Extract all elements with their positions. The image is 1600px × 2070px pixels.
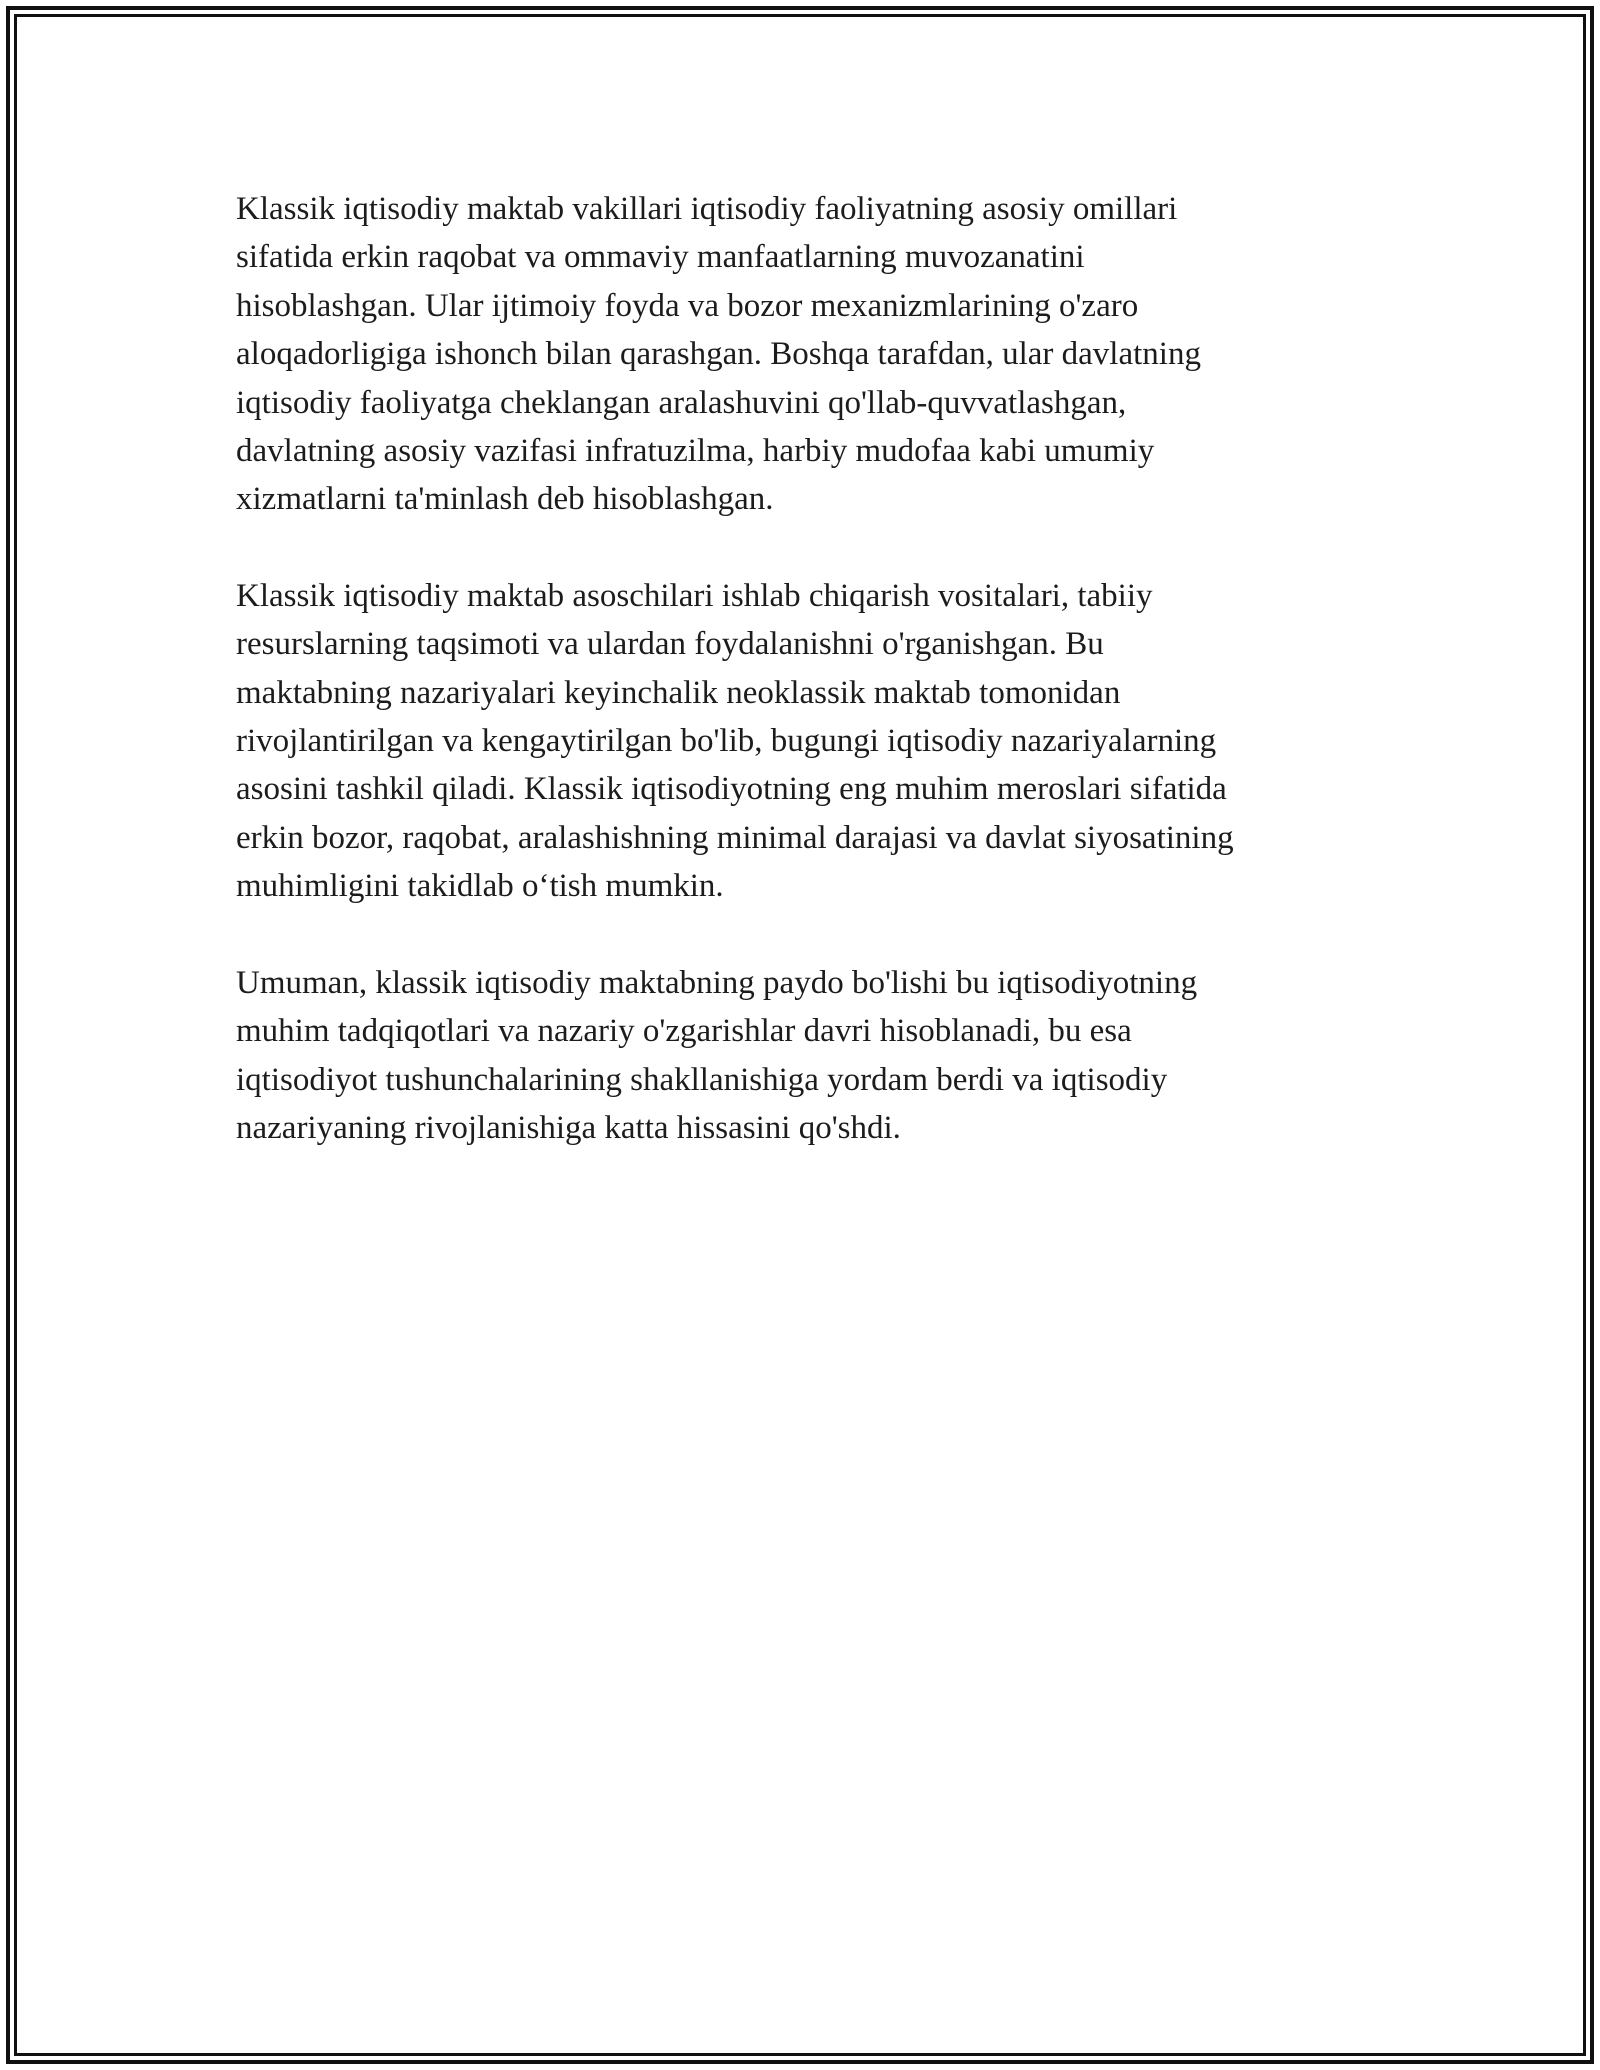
text-line: asosini tashkil qiladi. Klassik iqtisodiyotning eng muhim meroslari sifatida [236, 771, 1227, 808]
paragraph-3 [236, 959, 1376, 1153]
text-line: iqtisodiy faoliyatga cheklangan aralashuvini qo'llab-quvvatlashgan, [236, 384, 1127, 421]
text-line: muhimligini takidlab o‘tish mumkin. [236, 868, 724, 905]
text-line: rivojlantirilgan va kengaytirilgan bo'lib, bugungi iqtisodiy nazariyalarning [236, 723, 1217, 760]
document-body [236, 185, 1376, 1200]
text-line: davlatning asosiy vazifasi infratuzilma, harbiy mudofaa kabi umumiy [236, 433, 1155, 470]
text-line: Klassik iqtisodiy maktab asoschilari ishlab chiqarish vositalari, tabiiy [236, 577, 1153, 614]
text-line: maktabning nazariyalari keyinchalik neoklassik maktab tomonidan [236, 674, 1121, 711]
text-line: hisoblashgan. Ular ijtimoiy foyda va bozor mexanizmlarining o'zaro [236, 287, 1139, 324]
text-line: sifatida erkin raqobat va ommaviy manfaatlarning muvozanatini [236, 239, 1085, 276]
text-line: nazariyaning rivojlanishiga katta hissasini qo'shdi. [236, 1109, 901, 1146]
text-line: resurslarning taqsimoti va ulardan foydalanishni o'rganishgan. Bu [236, 626, 1104, 663]
text-line: muhim tadqiqotlari va nazariy o'zgarishlar davri hisoblanadi, bu esa [236, 1013, 1132, 1050]
text-line: Klassik iqtisodiy maktab vakillari iqtisodiy faoliyatning asosiy omillari [236, 191, 1178, 227]
text-line: iqtisodiyot tushunchalarining shakllanishiga yordam berdi va iqtisodiy [236, 1061, 1168, 1098]
text-line: Umuman, klassik iqtisodiy maktabning paydo bo'lishi bu iqtisodiyotning [236, 964, 1198, 1001]
text-line: aloqadorligiga ishonch bilan qarashgan. Boshqa tarafdan, ular davlatning [236, 336, 1201, 373]
text-line: xizmatlarni ta'minlash deb hisoblashgan. [236, 481, 774, 518]
paragraph-2 [236, 572, 1376, 911]
paragraph-1 [236, 185, 1376, 524]
text-line: erkin bozor, raqobat, aralashishning minimal darajasi va davlat siyosatining [236, 819, 1234, 856]
